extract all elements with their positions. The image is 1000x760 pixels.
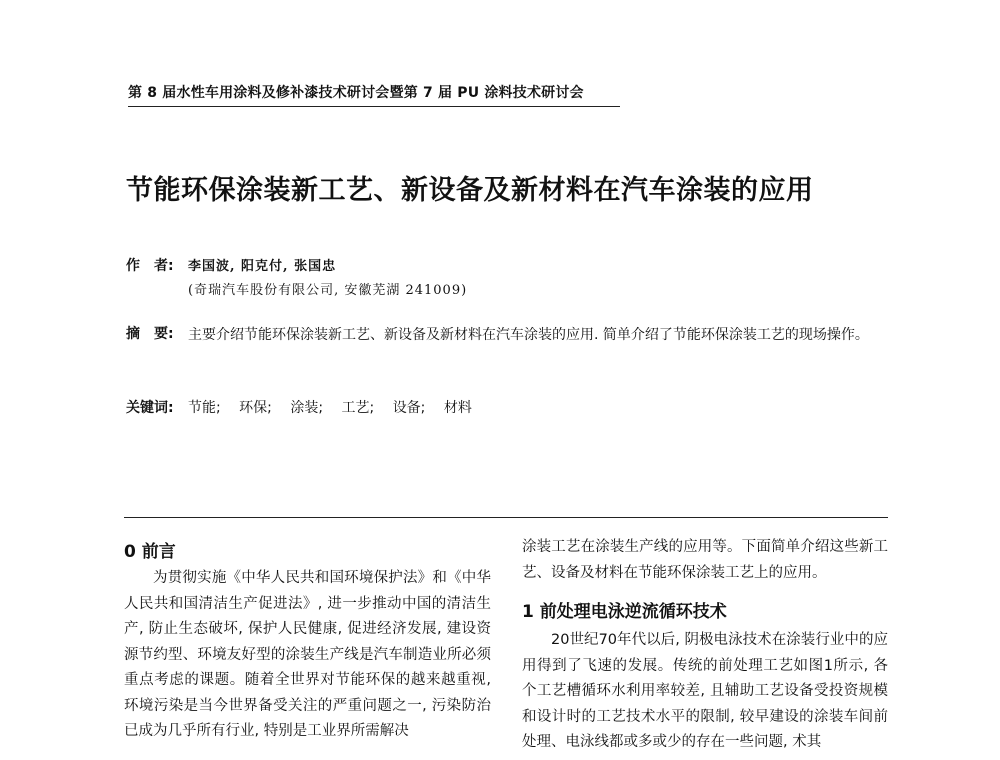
- author-names: 李国波, 阳克付, 张国忠: [188, 259, 337, 274]
- right-column: [522, 535, 888, 756]
- section-heading-introduction: 0 前言: [124, 542, 176, 562]
- keyword: 环保;: [239, 400, 272, 416]
- keywords-list: [188, 397, 486, 417]
- keyword: 工艺;: [341, 400, 375, 416]
- keyword: 节能;: [188, 400, 221, 416]
- keyword: 材料: [443, 400, 472, 416]
- paper-title: 节能环保涂装新工艺、新设备及新材料在汽车涂装的应用: [126, 175, 814, 206]
- paragraph: 20世纪70年代以后, 阴极电泳技术在涂装行业中的应用得到了飞速的发展。传统的前处理工艺如图1所示, 各个工艺槽循环水利用率较差, 且辅助工艺设备受投资规模和设计时的工艺技术水平的限制, 较早建设的涂装车间前处理、电泳线都或多或少的存在一些问题, 术其: [522, 632, 888, 750]
- author-affiliation: (奇瑞汽车股份有限公司, 安徽芜湖 241009): [188, 283, 468, 298]
- running-header: 第 8 届水性车用涂料及修补漆技术研讨会暨第 7 届 PU 涂料技术研讨会: [128, 82, 620, 107]
- left-column: [124, 538, 491, 745]
- keyword: 涂装;: [290, 400, 324, 416]
- authors-label: 作 者:: [126, 258, 174, 274]
- section-heading-1: 1 前处理电泳逆流循环技术: [522, 602, 727, 622]
- keywords-label: 关键词:: [126, 400, 174, 416]
- keyword: 设备;: [392, 400, 426, 416]
- section-divider: [124, 517, 888, 518]
- abstract-label: 摘 要:: [126, 326, 174, 342]
- paragraph: 涂装工艺在涂装生产线的应用等。下面简单介绍这些新工艺、设备及材料在节能环保涂装工艺上的应用。: [522, 539, 888, 581]
- paragraph: 为贯彻实施《中华人民共和国环境保护法》和《中华人民共和国清洁生产促进法》, 进一步推动中国的清洁生产, 防止生态破坏, 保护人民健康, 促进经济发展, 建设资源节约型、环境友好型的涂装生产线是汽车制造业所必须重点考虑的课题。随着全世界对节能环保的越来越重视, 环境污染是当今世界备受关注的严重问题之一, 污染防治已成为几乎所有行业, 特别是工业界所需解决: [124, 570, 491, 739]
- abstract-text: 主要介绍节能环保涂装新工艺、新设备及新材料在汽车涂装的应用. 简单介绍了节能环保涂装工艺的现场操作。: [188, 327, 869, 343]
